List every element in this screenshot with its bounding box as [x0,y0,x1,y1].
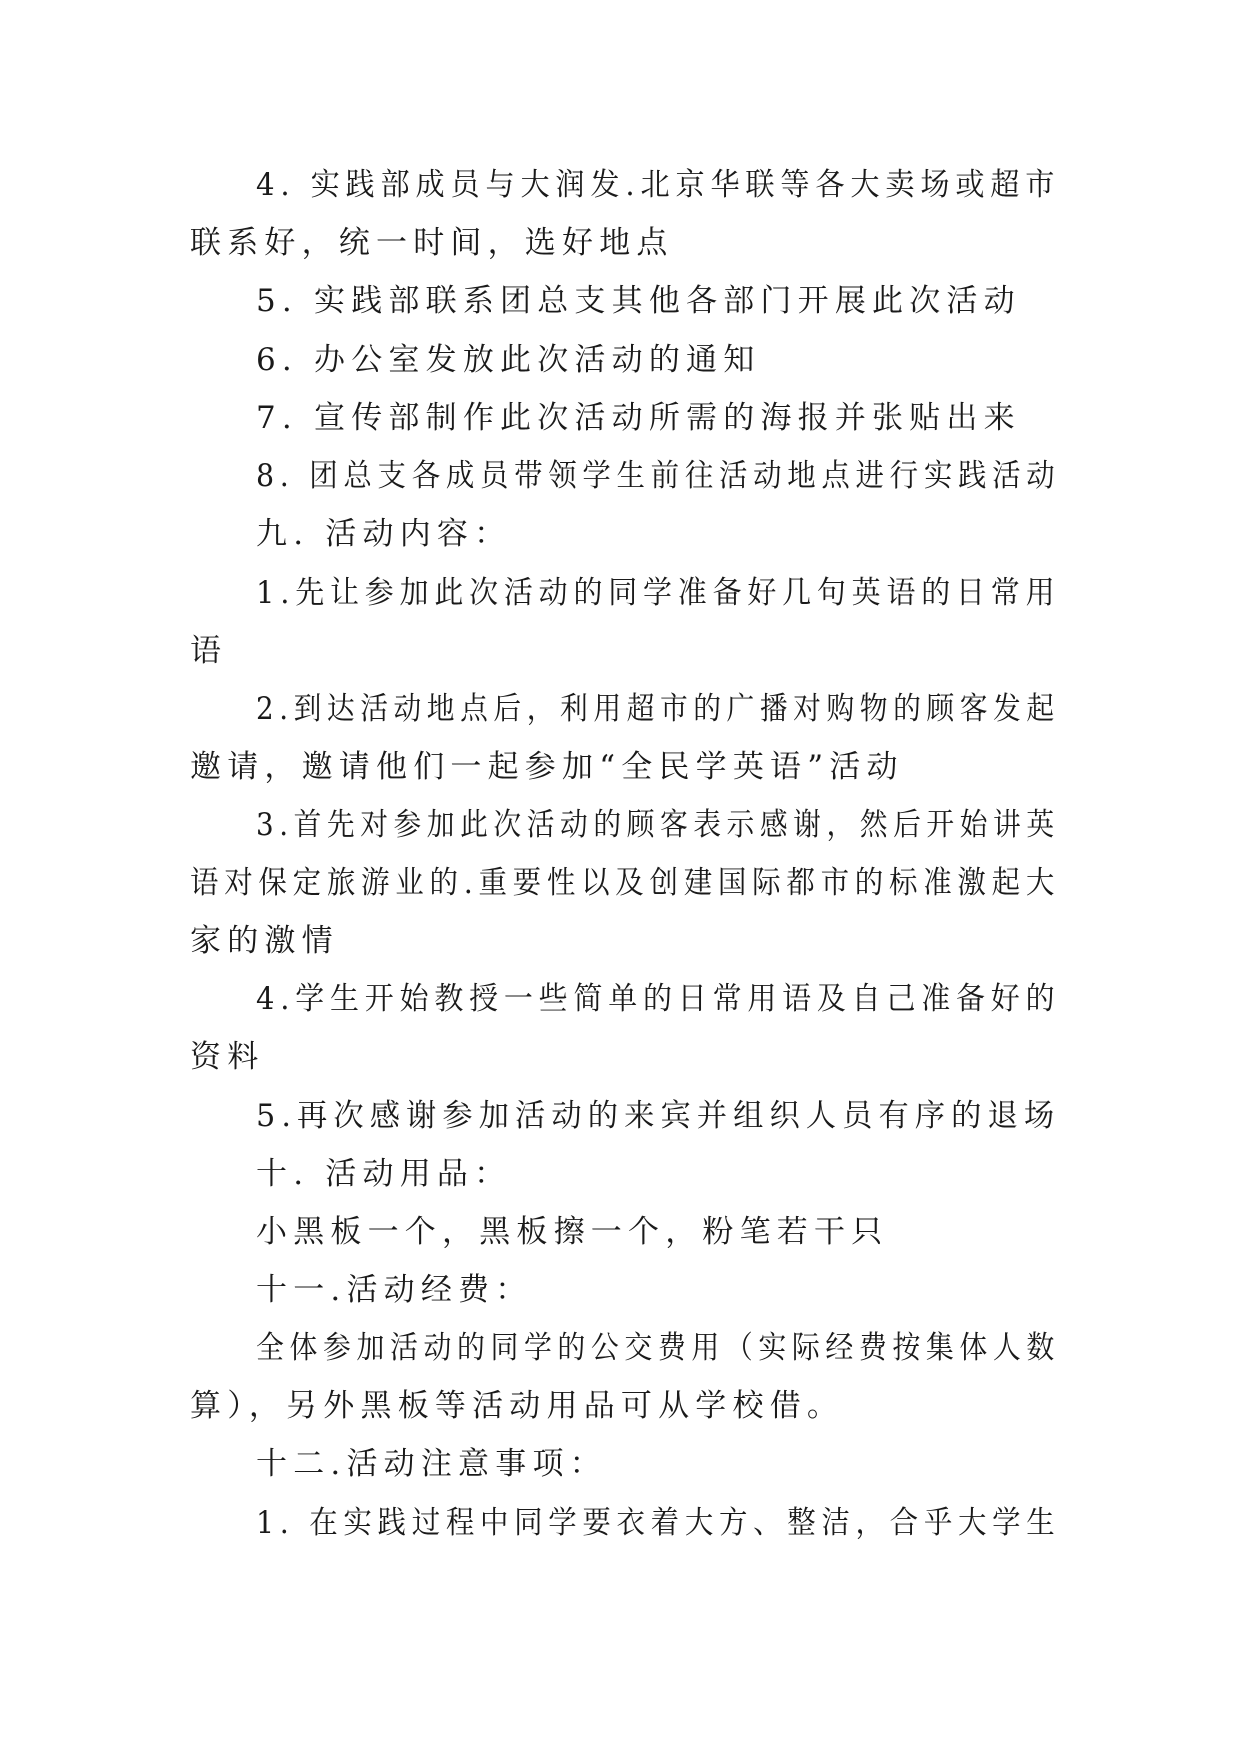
text-line: 家的激情 [190,923,339,959]
text-line: 语 [190,633,228,669]
text-line: 1. 在实践过程中同学要衣着大方、整洁，合乎大学生 [256,1505,1061,1541]
text-line: 2.到达活动地点后，利用超市的广播对购物的顾客发起 [256,691,1060,727]
section-heading: 十二.活动注意事项： [256,1446,607,1482]
text-line: 全体参加活动的同学的公交费用（实际经费按集体人数 [256,1330,1060,1366]
text-line: 算），另外黑板等活动用品可从学校借。 [190,1388,845,1424]
text-line: 邀请，邀请他们一起参加“全民学英语”活动 [190,749,904,785]
section-heading: 十. 活动用品： [256,1156,512,1192]
section-heading: 十一.活动经费： [256,1272,533,1308]
text-line: 资料 [190,1039,265,1075]
text-line: 4.学生开始教授一些简单的日常用语及自己准备好的 [256,981,1061,1017]
text-line: 7. 宣传部制作此次活动所需的海报并张贴出来 [256,400,1021,436]
text-line: 5.再次感谢参加活动的来宾并组织人员有序的退场 [256,1098,1061,1134]
text-line: 1.先让参加此次活动的同学准备好几句英语的日常用 [256,575,1061,611]
text-line: 3.首先对参加此次活动的顾客表示感谢，然后开始讲英 [256,807,1060,843]
text-line: 8. 团总支各成员带领学生前往活动地点进行实践活动 [256,458,1061,494]
text-line: 联系好，统一时间，选好地点 [190,225,674,261]
section-heading: 九. 活动内容： [256,516,512,552]
text-line: 小黑板一个，黑板擦一个，粉笔若干只 [256,1214,889,1250]
text-line: 5. 实践部联系团总支其他各部门开展此次活动 [256,283,1021,319]
text-line: 语对保定旅游业的.重要性以及创建国际都市的标准激起大 [190,865,1061,901]
text-line: 4. 实践部成员与大润发.北京华联等各大卖场或超市 [256,167,1061,203]
text-line: 6. 办公室发放此次活动的通知 [256,342,761,378]
